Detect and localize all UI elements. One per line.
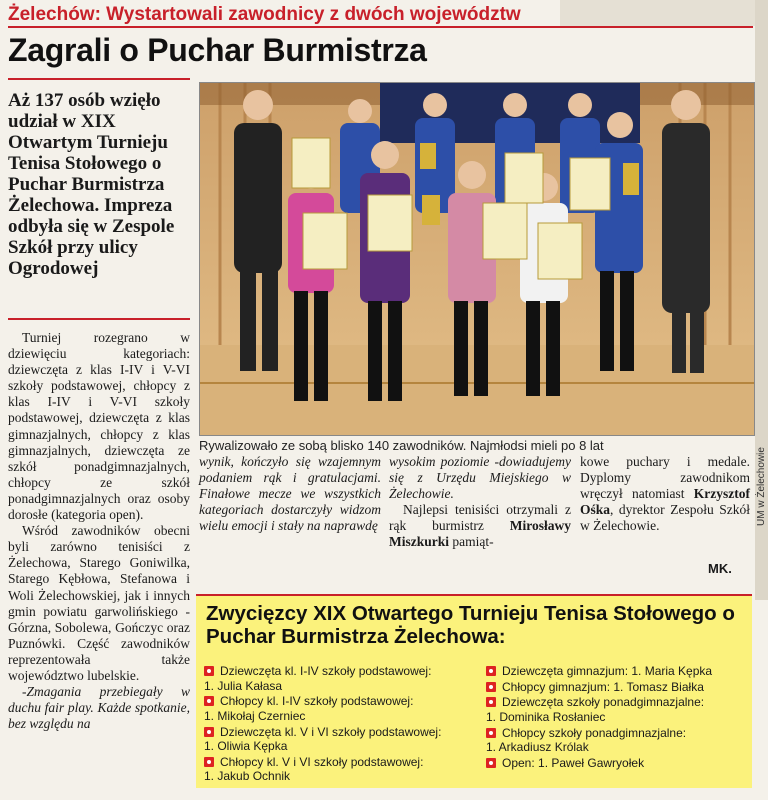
text-run: Najlepsi tenisiści otrzymali z rąk burmistrz (389, 502, 571, 534)
winner-category: Chłopcy kl. V i VI szkoły podstawowej: (220, 754, 424, 769)
kicker-rule (8, 26, 753, 28)
body-paragraph-quote: -Zmagania przebiegały w duchu fair play. Każde spotkanie, bez względu na (8, 684, 190, 732)
article-photo (199, 82, 755, 436)
body-paragraph-quote: wysokim poziomie -dowiadujemy się z Urzędu Miejskiego w Żelechowie. (389, 454, 571, 502)
winner-name: 1. Jakub Ochnik (204, 769, 291, 784)
winner-item (204, 755, 466, 784)
lead-rule (8, 318, 190, 320)
winner-item (204, 664, 466, 693)
winners-box (196, 594, 752, 788)
adjacent-article-fragment (560, 0, 760, 26)
text-run: pamiąt- (449, 534, 494, 550)
bullet-icon (204, 666, 214, 676)
bullet-icon (486, 697, 496, 707)
headline-rule (8, 78, 190, 80)
winner-name: 1. Arkadiusz Królak (486, 740, 589, 755)
winners-list-right (486, 664, 744, 772)
winner-name: 1. Mikołaj Czerniec (204, 708, 306, 723)
photo-credit (752, 430, 768, 530)
winner-item (486, 664, 744, 679)
winner-name: 1. Oliwia Kępka (204, 739, 288, 754)
winners-list-left (204, 664, 466, 785)
winners-title: Zwycięzcy XIX Otwartego Turnieju Tenisa Stołowego o Puchar Burmistrza Żelechowa: (206, 602, 735, 648)
bullet-icon (486, 728, 496, 738)
article-headline: Zagrali o Puchar Burmistrza (8, 32, 427, 68)
winner-category: Dziewczęta szkoły ponadgimnazjalne: (502, 695, 705, 710)
mayor-name: Mirosławy Miszkurki (389, 518, 571, 550)
winner-item (204, 725, 466, 754)
bullet-icon (204, 757, 214, 767)
team-photo-illustration (200, 83, 754, 435)
bullet-icon (204, 727, 214, 737)
body-paragraph: Wśród zawodników obecni byli zarówno tenisiści z Żelechowa, Starego Goniwilka, Starego Kębłowa, Stefanowa i Woli Żelechowskiej, jak i innych gmin powiatu garwolińskiego - Górzna, Sobolewa, Gończyc oraz Puznówki. Część zawodników reprezentowała także województwo lubelskie. (8, 523, 190, 683)
body-column-4 (580, 454, 750, 534)
body-paragraph (389, 502, 571, 550)
photo-caption: Rywalizowało ze sobą blisko 140 zawodników. Najmłodsi mieli po 8 lat (199, 438, 604, 453)
article-kicker: Żelechów: Wystartowali zawodnicy z dwóch województw (8, 4, 521, 25)
winner-category: Dziewczęta kl. V i VI szkoły podstawowej: (220, 724, 442, 739)
winner-name: 1. Dominika Rosłaniec (486, 709, 606, 724)
body-column-1 (8, 330, 190, 732)
winner-category: Chłopcy kl. I-IV szkoły podstawowej: (220, 694, 414, 709)
svg-text:UM w Żelechowie: UM w Żelechowie (756, 447, 767, 526)
winner-item (486, 680, 744, 695)
bullet-icon (486, 758, 496, 768)
article-lead: Aż 137 osób wzięło udział w XIX Otwartym Turnieju Tenisa Stołowego o Puchar Burmistrza Żelechowa. Impreza odbyła się w Zespole Szkół przy ulicy Ogrodowej (8, 90, 175, 279)
photo-credit-text (752, 430, 768, 530)
winner-category: Open: 1. Paweł Gawryołek (502, 755, 645, 770)
bullet-icon (486, 682, 496, 692)
winner-category: Chłopcy szkoły ponadgimnazjalne: (502, 725, 687, 740)
winner-item (486, 756, 744, 771)
winner-category: Dziewczęta gimnazjum: 1. Maria Kępka (502, 664, 713, 678)
winner-category: Chłopcy gimnazjum: 1. Tomasz Białka (502, 679, 704, 694)
text-run: , dyrektor Zespołu Szkół w Żelechowie. (580, 502, 750, 534)
body-column-3 (389, 454, 571, 551)
winner-category: Dziewczęta kl. I-IV szkoły podstawowej: (220, 664, 432, 678)
bullet-icon (204, 696, 214, 706)
winner-item (204, 694, 466, 723)
director-name: Krzysztof Ośka (580, 486, 750, 518)
winner-name: 1. Julia Kałasa (204, 678, 283, 693)
winner-item (486, 726, 744, 755)
winner-item (486, 695, 744, 724)
body-paragraph: Turniej rozegrano w dziewięciu kategoriach: dziewczęta z klas I-IV i V-VI szkoły podstawowej, chłopcy z klas I-IV i V-VI szkoły podstawowej, dziewczęta z klas gimnazjalnych, chłopcy z klas gimnazjalnych, dziewczęta ze szkół ponadgimnazjalnych, chłopcy ze szkół ponadgimnazjalnych oraz osoby dorosłe (kategoria open). (8, 330, 190, 523)
body-column-2: wynik, kończyło się wzajemnym podaniem rąk i gratulacjami. Finałowe mecze we wszystkich kategoriach dostarczyły widzom wielu emocji i stały na naprawdę (199, 454, 381, 534)
text-run: kowe puchary i medale. Dyplomy zawodnikom wręczył natomiast (580, 454, 750, 502)
bullet-icon (486, 666, 496, 676)
body-paragraph (580, 454, 750, 534)
author-signature: MK. (708, 561, 732, 576)
